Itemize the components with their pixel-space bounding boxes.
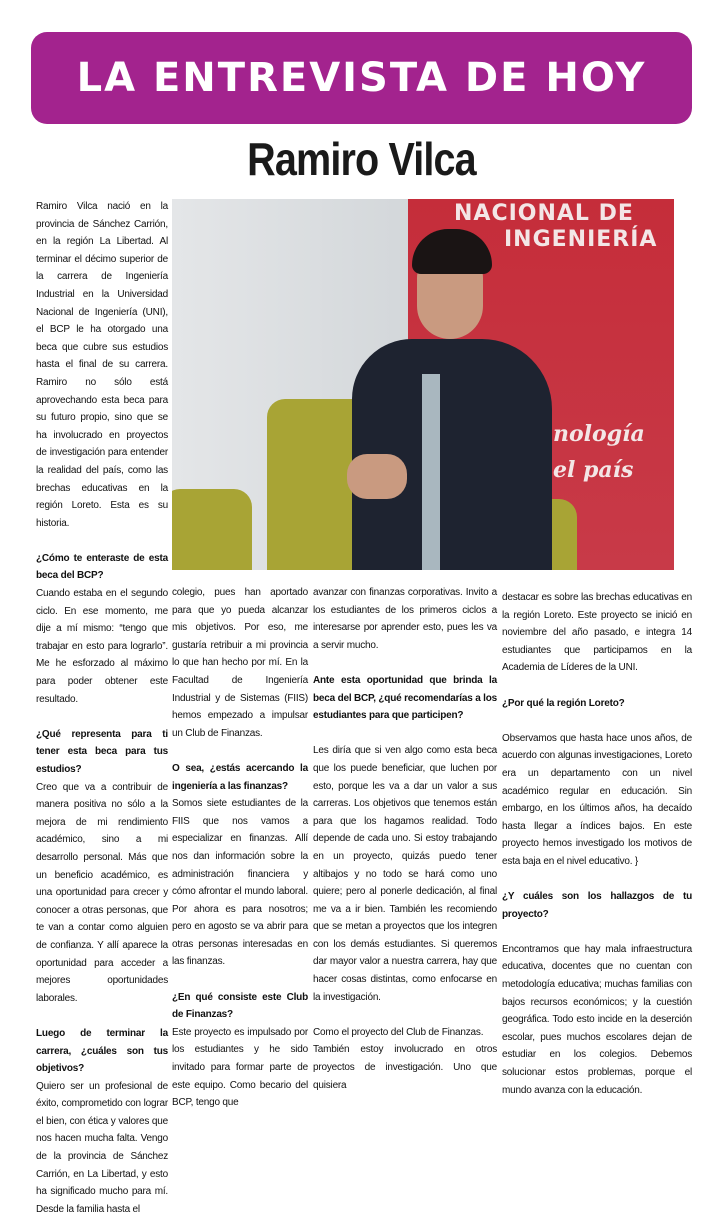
article-column-4 [502,589,692,1099]
article-title: Ramiro Vilca [247,133,476,185]
answer: Creo que va a contribuir de manera positiva no sólo a la mejora de mi rendimiento académico, sino a mi desarrollo personal. Más que un beneficio académico, es una oportunidad para crecer y conocer a otras personas, que te van a contar como alguien de confianza. Y allí aparece la oportunidad para acceder a mejores oportunidades laborales. [36,781,168,1004]
answer: Como el proyecto del Club de Finanzas. [313,1026,484,1038]
answer: Les diría que si ven algo como esta beca que los puede beneficiar, que luchen por esto, porque les va a dar un valor a sus carreras. Los objetivos que tenemos están para que los hagamos realidad. Todo depende de cada uno. Si estoy trabajando en un proyecto, quizás puedo tener altibajos y no todo se hará como uno quiere; pero al ponerle dedicación, al final me va a ir bien. También les recomiendo que se metan a proyectos que los integren con los demás estudiantes. Si queremos dar mayor valor a nuestra carrera, hay que hacer cosas distintas, como enfocarse en la investigación. [313,745,497,1003]
question: ¿En qué consiste este Club de Finanzas? [172,991,308,1021]
article-column-1 [36,198,168,1218]
question: ¿Y cuáles son los hallazgos de tu proyecto? [502,891,692,920]
answer: Observamos que hasta hace unos años, de acuerdo con algunas investigaciones, Loreto era un departamento con un nivel académico regular en educación. Sin embargo, en los últimos años, ha decaído hasta llegar a índices bajos. En este proyecto hemos investigado los motivos de esta baja en el nivel educativo. } [502,732,692,867]
article-column-3 [313,584,497,1094]
question: Ante esta oportunidad que brinda la beca del BCP, ¿qué recomendarías a los estudiantes para que participen? [313,674,497,722]
article-column-2 [172,584,308,1112]
question: Luego de terminar la carrera, ¿cuáles son tus objetivos? [36,1027,168,1075]
banner-text: el país [553,457,634,483]
banner-text: nología [553,421,645,447]
section-title: LA ENTREVISTA DE HOY [76,55,647,101]
question: ¿Qué representa para ti tener esta beca para tus estudios? [36,728,168,775]
answer: Quiero ser un profesional de éxito, comprometido con lograr el bien, con ética y valores que nos hacen mucha falta. Vengo de la provincia de Sánchez Carrión, en La Libertad, y esto ha significado mucho para mí. Desde la familia hasta el [36,1080,168,1215]
answer: colegio, pues han aportado para que yo pueda alcanzar mis objetivos. Por eso, me gustaría retribuir a mi provincia lo que han hecho por mí. En la Facultad de Ingeniería Industrial y de Sistemas (FIIS) hemos empezado a impulsar un Club de Finanzas. [172,587,308,739]
question: ¿Cómo te enteraste de esta beca del BCP? [36,552,168,582]
answer: destacar es sobre las brechas educativas en la región Loreto. Este proyecto se inició en noviembre del año pasado, e integra 14 estudiantes que participamos en la Academia de Líderes de la UNI. [502,592,692,674]
question: ¿Por qué la región Loreto? [502,697,625,709]
answer: También estoy involucrado en otros proyectos de investigación. Uno que quisiera [313,1044,497,1091]
answer: Somos siete estudiantes de la FIIS que nos vamos a especializar en finanzas. Allí nos dan información sobre la administración financiera y cómo afrontar el mundo laboral. Por ahora es para nosotros; pero en agosto se va abrir para otras personas interesadas en las finanzas. [172,798,308,968]
person-hands [347,454,407,499]
answer: Encontramos que hay mala infraestructura educativa, docentes que no cuentan con metodología educativa; muchas familias con bajos recursos económicos; y la cuestión geográfica. Todo esto incide en la deserción escolar, pues muchos escolares dejan de estudiar en los colegios. Debemos solucionar estos problemas, porque el mundo avanza con la educación. [502,943,692,1096]
chair [172,489,252,570]
question: O sea, ¿estás acercando la ingeniería a las finanzas? [172,762,308,792]
banner-text: NACIONAL DE [454,201,634,226]
answer: Este proyecto es impulsado por los estudiantes y he sido invitado para formar parte de este equipo. Como becario del BCP, tengo que [172,1026,308,1109]
banner-text: INGENIERÍA [504,227,658,252]
interviewee-photo [172,199,674,570]
answer: avanzar con finanzas corporativas. Invito a los estudiantes de los primeros ciclos a interesarse por aprender esto, pues les va a servir mucho. [313,587,497,651]
answer: Cuando estaba en el segundo ciclo. En ese momento, me dije a mí mismo: “tengo que trabajar en esto para lograrlo”. Me he esforzado al máximo para poder obtener este resultado. [36,588,168,705]
intro-paragraph: Ramiro Vilca nació en la provincia de Sánchez Carrión, en la región La Libertad. Al terminar el décimo superior de la carrera de Ingeniería Industrial en la Universidad Nacional de Ingeniería (UNI), el BCP le ha otorgado una beca que cubre sus estudios hasta el final de su carrera. Ramiro no sólo está aprovechando esta beca para su futuro propio, sino que se ha involucrado en proyectos de investigación para entender la realidad del país, como las brechas educativas en la región Loreto. Esta es su historia. [36,201,168,529]
section-header [31,32,692,124]
person-tie [422,374,440,570]
